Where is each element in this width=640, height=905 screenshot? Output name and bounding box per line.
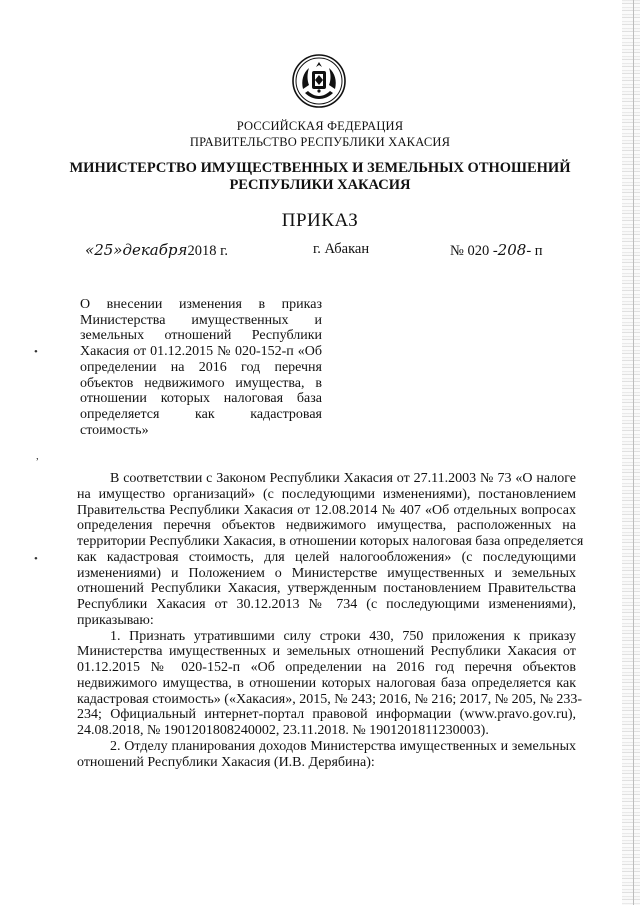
date-month-handwritten: декабря [122, 241, 188, 259]
body-line: 2. Отделу планирования доходов Министерства имущественных и земельных [110, 738, 576, 754]
date-day-handwritten: 25 [94, 241, 114, 259]
order-number-handwritten: 208 [497, 241, 527, 259]
order-subject [80, 297, 322, 438]
subject-line: определении на 2016 год перечня [80, 359, 322, 375]
order-body [77, 471, 584, 770]
body-line: изменениями) и Положением о Министерстве имущественных и земельных [77, 565, 576, 581]
subject-line: О внесении изменения в приказ [80, 297, 322, 312]
subject-line: стоимость» [80, 422, 149, 438]
body-line: Республики Хакасия от 30.12.2013 № 734 (с последующими изменениями), [77, 597, 576, 612]
body-line: 1. Признать утратившими силу строки 430, 750 приложения к приказу [110, 628, 576, 644]
date-year: 2018 г. [187, 243, 229, 259]
body-line: территории Республики Хакасия, в отношении которых налоговая база определяется [77, 534, 584, 549]
body-line: отношений Республики Хакасия (И.В. Дерябина): [77, 754, 375, 770]
document-type-title: ПРИКАЗ [281, 210, 359, 231]
body-line: Министерства имущественных и земельных отношений Республики Хакасия от [77, 644, 576, 660]
subject-line: объектов недвижимого имущества, в [80, 375, 322, 391]
body-line: 24.08.2018, № 1901201808240002, 23.11.2018. № 1901201811230003). [77, 723, 489, 738]
body-line: определения перечня объектов недвижимого имущества, расположенных на [77, 518, 576, 534]
body-line: как кадастровая стоимость, для целей налогообложения» (с последующими [77, 549, 576, 565]
body-line: на имущество организаций» (с последующими изменениями), постановлением [77, 486, 576, 502]
order-number-prefix: № 020 - [450, 243, 498, 259]
body-line: недвижимого имущества, в отношении которых налоговая база определяется как [77, 675, 576, 691]
subject-line: земельных отношений Республики [80, 328, 322, 344]
ministry-title-line-1: МИНИСТЕРСТВО ИМУЩЕСТВЕННЫХ И ЗЕМЕЛЬНЫХ ОТНОШЕНИЙ [69, 160, 571, 176]
order-number [450, 241, 543, 260]
body-line: приказываю: [77, 612, 154, 628]
body-line: Правительства Республики Хакасия от 12.08.2014 № 407 «Об отдельных вопросах [77, 502, 576, 518]
order-number-suffix: - п [526, 243, 543, 259]
date-close-quote: » [113, 241, 123, 259]
body-line: 234; Официальный интернет-портал правовой информации (www.pravo.gov.ru), [77, 707, 576, 723]
margin-mark: • [34, 553, 38, 565]
margin-mark: • [34, 346, 38, 358]
country-header: РОССИЙСКАЯ ФЕДЕРАЦИЯ [236, 119, 404, 133]
order-date [85, 241, 228, 260]
margin-mark: , [36, 450, 39, 462]
subject-line: отношении которых налоговая база [80, 391, 322, 407]
order-city: г. Абакан [313, 241, 370, 257]
body-line: В соответствии с Законом Республики Хакасия от 27.11.2003 № 73 «О налоге [110, 471, 576, 486]
subject-line: Министерства имущественных и [80, 312, 322, 328]
body-line: отношений Республики Хакасия, утвержденным постановлением Правительства [77, 581, 576, 597]
government-header: ПРАВИТЕЛЬСТВО РЕСПУБЛИКИ ХАКАСИЯ [189, 135, 451, 149]
coat-of-arms-emblem-icon [291, 53, 347, 109]
body-line: 01.12.2015 № 020-152-п «Об определении на 2016 год перечня объектов [77, 660, 576, 675]
subject-line: определяется как кадастровая [80, 406, 322, 422]
body-line: кадастровая стоимость» («Хакасия», 2015, № 243; 2016, № 216; 2017, № 205, № 233- [77, 691, 583, 707]
ministry-title-line-2: РЕСПУБЛИКИ ХАКАСИЯ [229, 177, 411, 193]
date-open-quote: « [85, 241, 95, 259]
subject-line: Хакасия от 01.12.2015 № 020-152-п «Об [80, 344, 322, 360]
